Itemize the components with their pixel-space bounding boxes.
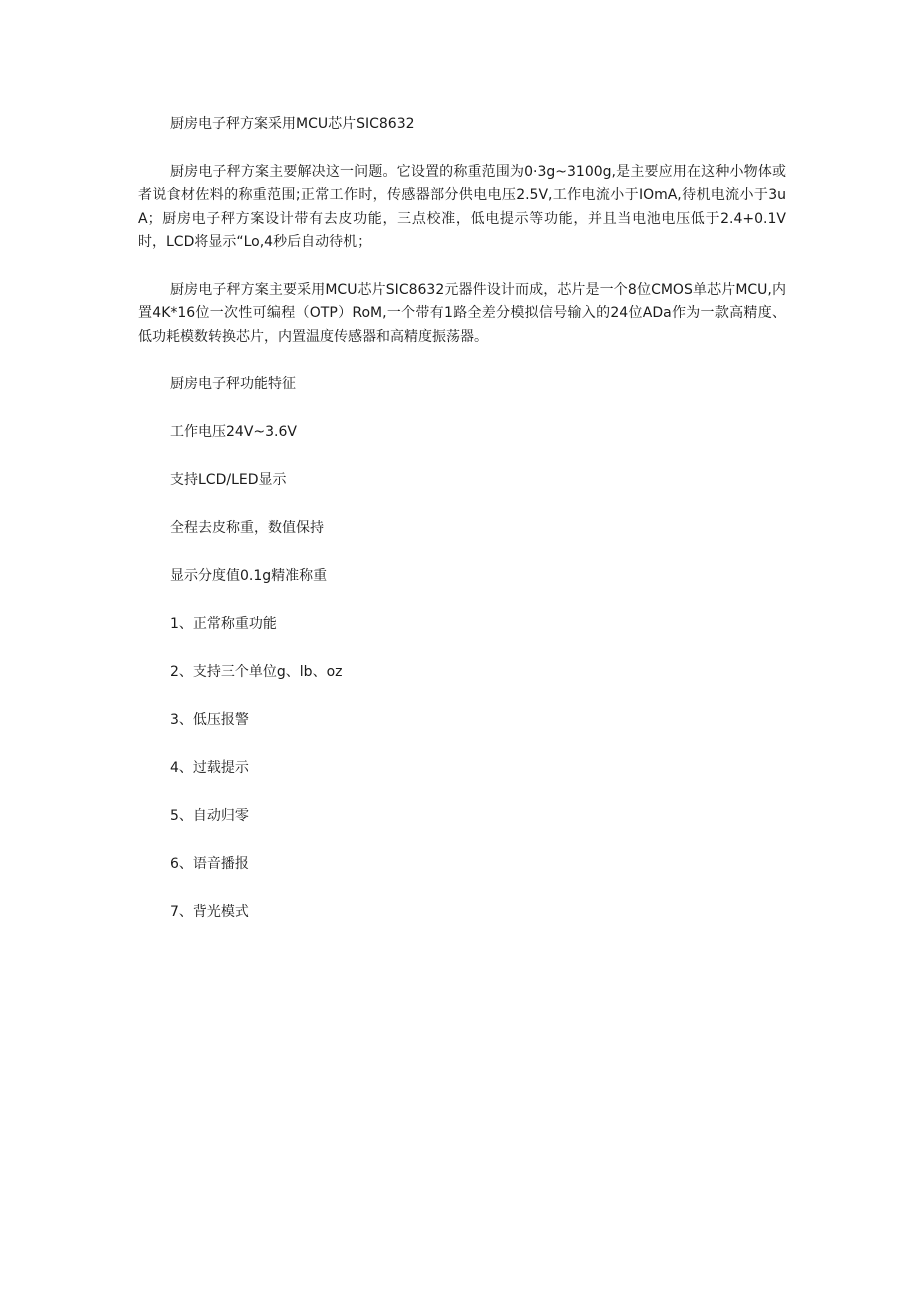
list-item: 5、自动归零 [170,808,249,824]
list-item: 7、背光模式 [170,904,249,920]
list-item: 6、语音播报 [170,856,249,872]
intro-paragraph: 厨房电子秤方案主要解决这一问题。它设置的称重范围为0·3g~3100g,是主要应用在这种小物体或者说食材佐料的称重范围;正常工作时，传感器部分供电电压2.5V,工作电流小于IOmA,待机电流小于3uA；厨房电子秤方案设计带有去皮功能，三点校准，低电提示等功能，并且当电池电压低于2.4+0.1V时，LCD将显示“Lo,4秒后自动待机； [138,163,786,250]
list-item: 4、过载提示 [170,760,249,776]
document-title: 厨房电子秤方案采用MCU芯片SIC8632 [170,116,415,132]
document-body [138,113,786,949]
feature-line-resolution: 显示分度值0.1g精准称重 [170,568,328,584]
chip-paragraph: 厨房电子秤方案主要采用MCU芯片SIC8632元器件设计而成，芯片是一个8位CMOS单芯片MCU,内置4K*16位一次性可编程（OTP）RoM,一个带有1路全差分模拟信号输入的24位ADa作为一款高精度、低功耗模数转换芯片，内置温度传感器和高精度振荡器。 [138,281,786,345]
feature-line-tare: 全程去皮称重，数值保持 [170,520,324,536]
list-item: 3、低压报警 [170,712,249,728]
list-item: 1、正常称重功能 [170,616,277,632]
feature-line-voltage: 工作电压24V~3.6V [170,424,297,440]
features-heading: 厨房电子秤功能特征 [170,376,296,392]
feature-line-display: 支持LCD/LED显示 [170,472,287,488]
list-item: 2、支持三个单位g、lb、oz [170,664,343,680]
